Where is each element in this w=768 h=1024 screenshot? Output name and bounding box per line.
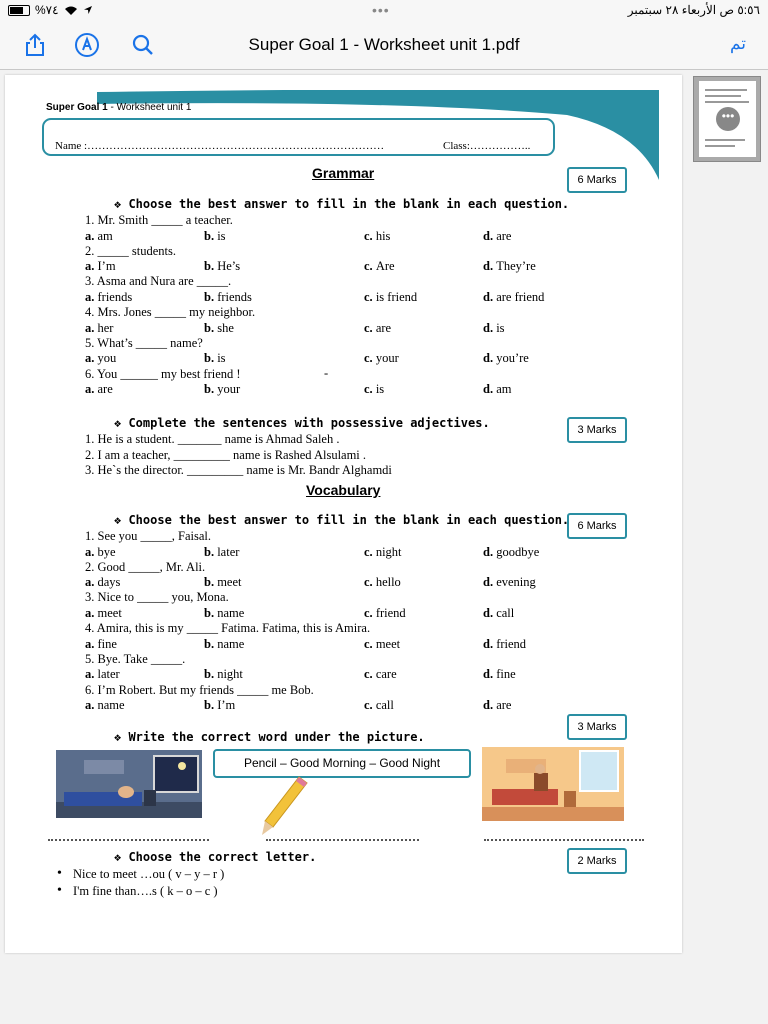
grammar-option-b[interactable]: b. is [204, 228, 226, 243]
vocabulary-question: 1. See you _____, Faisal. [85, 529, 212, 543]
grammar-question: 1. Mr. Smith _____ a teacher. [85, 213, 233, 227]
battery-percent: %٧٤ [35, 3, 59, 17]
vocabulary-option-c[interactable]: c. care [364, 667, 397, 682]
grammar-question: 3. Asma and Nura are _____. [85, 274, 232, 289]
possessive-marks: 3 Marks [567, 417, 627, 443]
grammar-option-d[interactable]: d. are friend [483, 289, 545, 304]
possessive-item: 2. I am a teacher, _________ name is Rashed Alsulami . [85, 448, 367, 462]
location-icon [83, 5, 93, 15]
morning-bedroom-picture [482, 747, 624, 821]
vocabulary-option-b[interactable]: b. name [204, 605, 245, 620]
done-button[interactable]: تم [729, 34, 746, 53]
vocabulary-option-a[interactable]: a. fine [85, 636, 117, 651]
grammar-option-a[interactable]: a. are [85, 382, 113, 396]
pencil-picture [259, 775, 309, 837]
vocabulary-option-a[interactable]: a. days [85, 575, 121, 590]
grammar-option-c[interactable]: c. are [364, 320, 392, 335]
worksheet-title: Super Goal 1 - Worksheet unit 1 [46, 102, 192, 113]
grammar-option-a[interactable]: a. you [85, 351, 117, 366]
status-left [8, 3, 93, 17]
vocabulary-option-b[interactable]: b. name [204, 636, 245, 651]
vocabulary-option-a[interactable]: a. bye [85, 544, 116, 559]
wifi-icon [64, 5, 78, 16]
vocabulary-question: 4. Amira, this is my _____ Fatima. Fatima, this is Amira. [85, 621, 371, 636]
grammar-option-d[interactable]: d. are [483, 228, 512, 243]
grammar-option-a[interactable]: a. am [85, 228, 113, 243]
vocabulary-option-d[interactable]: d. fine [483, 667, 516, 682]
grammar-question: 2. _____ students. [85, 243, 176, 258]
grammar-option-d[interactable]: d. is [483, 320, 505, 335]
grammar-marks: 6 Marks [567, 167, 627, 193]
answer-line-2[interactable] [266, 839, 419, 841]
vocabulary-question: 2. Good _____, Mr. Ali. [85, 559, 206, 574]
picture-marks: 3 Marks [567, 714, 627, 740]
grammar-option-b[interactable]: b. He’s [204, 259, 241, 274]
vocabulary-option-d[interactable]: d. are [483, 698, 512, 712]
name-class-box [42, 118, 555, 156]
grammar-option-d[interactable]: d. am [483, 382, 512, 396]
grammar-question: 5. What’s _____ name? [85, 335, 203, 350]
possessive-item: 3. He`s the director. _________ name is Mr. Bandr Alghamdi [85, 463, 392, 477]
grammar-option-b[interactable]: b. friends [204, 289, 252, 304]
vocabulary-option-b[interactable]: b. I’m [204, 698, 236, 712]
document-title: Super Goal 1 - Worksheet unit 1.pdf [248, 35, 520, 54]
word-bank: Pencil – Good Morning – Good Night [213, 749, 471, 778]
thumbnail-more-button[interactable]: ••• [716, 107, 740, 131]
vocabulary-option-c[interactable]: c. call [364, 698, 394, 712]
vocabulary-option-a[interactable]: a. meet [85, 605, 122, 620]
letter-instruction: ❖ Choose the correct letter. [114, 850, 317, 864]
vocabulary-option-c[interactable]: c. night [364, 544, 402, 559]
multitask-dots[interactable]: ••• [372, 2, 390, 18]
grammar-option-c[interactable]: c. is [364, 382, 385, 396]
vocabulary-option-a[interactable]: a. later [85, 667, 120, 682]
grammar-option-b[interactable]: b. your [204, 382, 241, 396]
vocabulary-marks: 6 Marks [567, 513, 627, 539]
letter-item: • I'm fine than….s ( k – o – c ) [73, 884, 218, 899]
vocabulary-instruction: ❖ Choose the best answer to fill in the blank in each question. [114, 513, 570, 527]
grammar-option-c[interactable]: c. your [364, 351, 399, 366]
nav-bar [0, 22, 768, 70]
grammar-option-c[interactable]: c. his [364, 228, 391, 243]
grammar-option-c[interactable]: c. Are [364, 259, 395, 274]
vocabulary-option-d[interactable]: d. goodbye [483, 544, 540, 559]
grammar-question: 6. You ______ my best friend ! [85, 366, 241, 381]
status-bar [0, 0, 768, 22]
vocabulary-option-c[interactable]: c. meet [364, 636, 401, 651]
vocabulary-question: 6. I’m Robert. But my friends _____ me Bob. [85, 682, 314, 697]
grammar-option-a[interactable]: a. I’m [85, 259, 116, 274]
letter-marks: 2 Marks [567, 848, 627, 874]
class-field[interactable]: Class:…………….. [443, 140, 531, 152]
grammar-title: Grammar [312, 165, 375, 181]
vocabulary-option-c[interactable]: c. hello [364, 575, 401, 590]
grammar-option-c[interactable]: c. is friend [364, 289, 418, 304]
vocabulary-option-b[interactable]: b. night [204, 667, 243, 682]
battery-icon [8, 5, 30, 16]
grammar-option-d[interactable]: d. you’re [483, 351, 529, 366]
status-datetime: ٥:٥٦ ص الأربعاء ٢٨ سبتمبر [627, 3, 760, 17]
vocabulary-option-b[interactable]: b. later [204, 544, 240, 559]
vocabulary-option-d[interactable]: d. evening [483, 575, 536, 590]
page-thumbnail[interactable] [693, 76, 761, 162]
grammar-question: 4. Mrs. Jones _____ my neighbor. [85, 305, 256, 320]
answer-line-3[interactable] [484, 839, 644, 841]
vocabulary-title: Vocabulary [306, 482, 381, 498]
possessive-instruction: ❖ Complete the sentences with possessive adjectives. [114, 416, 490, 430]
vocabulary-question: 5. Bye. Take _____. [85, 651, 186, 666]
vocabulary-question: 3. Nice to _____ you, Mona. [85, 590, 229, 605]
stray-mark: - [324, 366, 329, 380]
vocabulary-option-c[interactable]: c. friend [364, 605, 406, 620]
grammar-option-b[interactable]: b. is [204, 351, 226, 366]
vocabulary-option-d[interactable]: d. friend [483, 636, 527, 651]
grammar-option-d[interactable]: d. They’re [483, 259, 536, 274]
letter-item: • Nice to meet …ou ( v – y – r ) [73, 867, 224, 882]
answer-line-1[interactable] [48, 839, 209, 841]
grammar-instruction: ❖ Choose the best answer to fill in the blank in each question. [114, 197, 570, 211]
possessive-item: 1. He is a student. _______ name is Ahmad Saleh . [85, 432, 340, 446]
vocabulary-option-b[interactable]: b. meet [204, 575, 242, 590]
grammar-option-a[interactable]: a. friends [85, 289, 133, 304]
night-bedroom-picture [56, 750, 202, 818]
pdf-page [5, 75, 682, 953]
vocabulary-option-a[interactable]: a. name [85, 698, 125, 712]
grammar-option-b[interactable]: b. she [204, 320, 234, 335]
vocabulary-option-d[interactable]: d. call [483, 605, 515, 620]
grammar-option-a[interactable]: a. her [85, 320, 114, 335]
picture-instruction: ❖ Write the correct word under the picture. [114, 730, 425, 744]
name-field[interactable]: Name :……………………………………………………………………… [55, 140, 385, 152]
